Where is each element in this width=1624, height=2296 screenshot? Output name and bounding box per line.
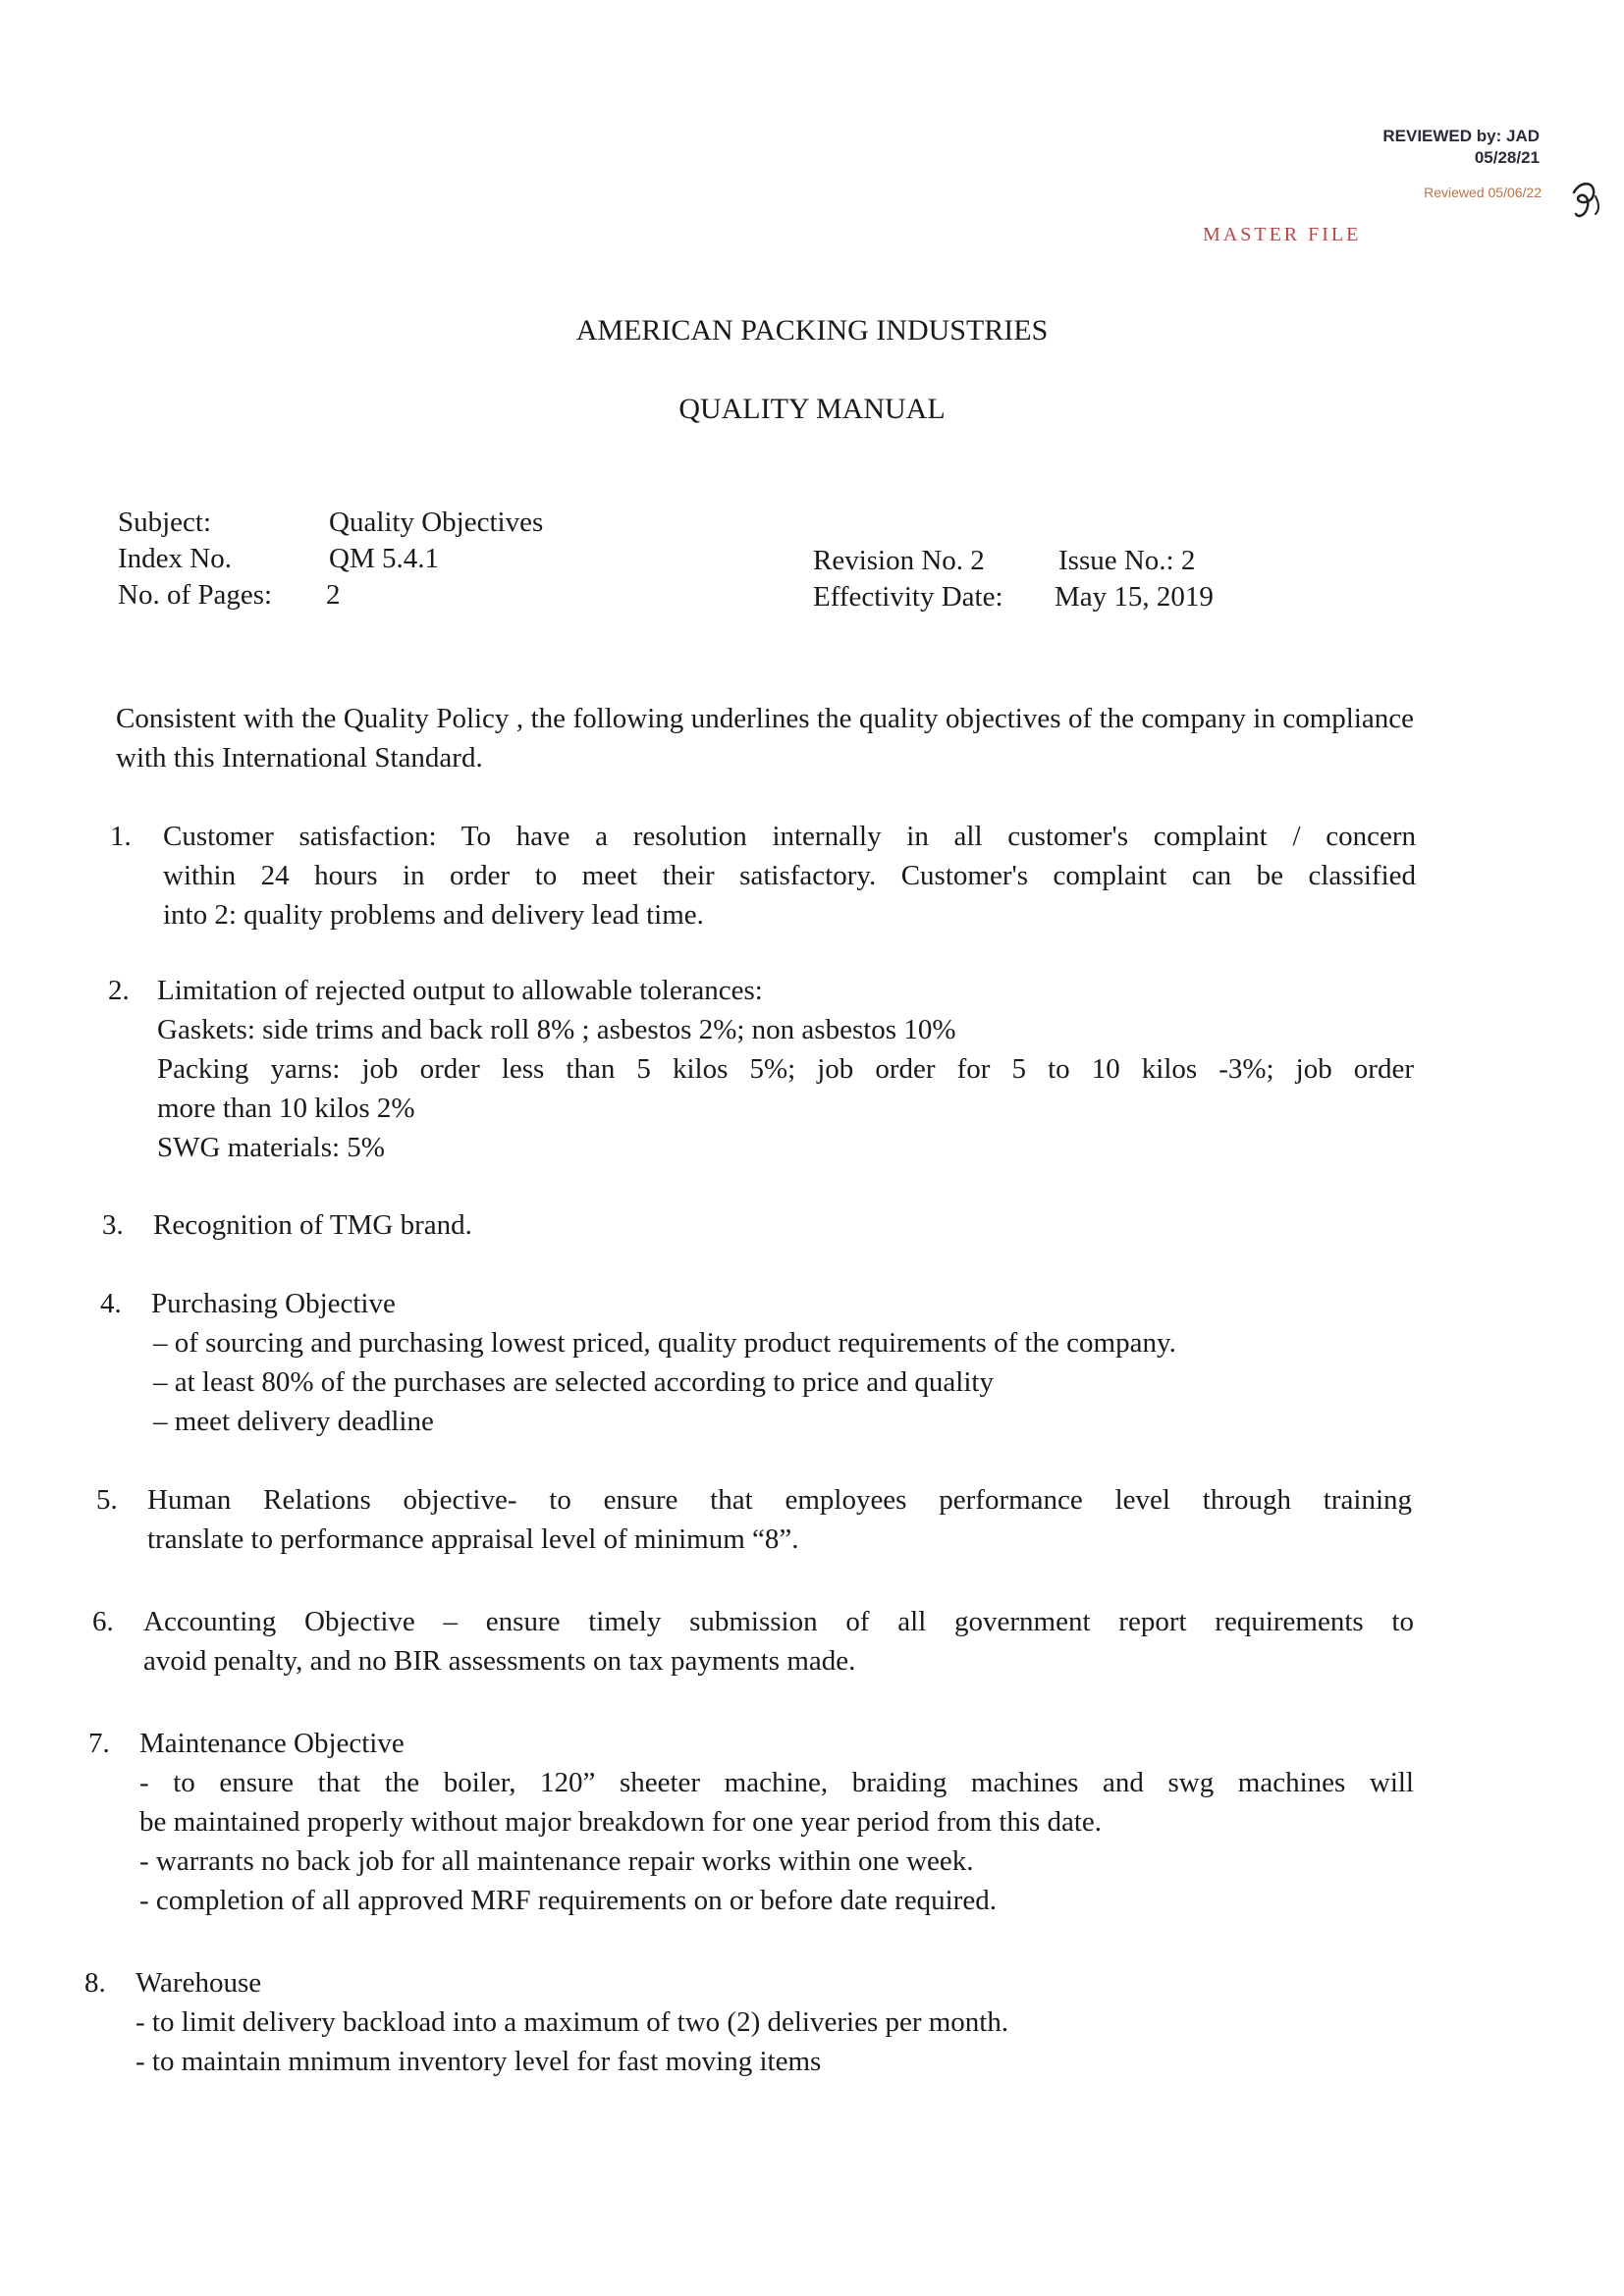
subject-value: Quality Objectives [329,507,544,538]
intro-paragraph: Consistent with the Quality Policy , the following underlines the quality objectives of the company in compliance with this International Standard. [116,703,1414,774]
item-line: – at least 80% of the purchases are selected according to price and quality [153,1366,994,1398]
document-meta-right [813,543,1214,615]
item-line: Recognition of TMG brand. [153,1209,472,1241]
item-content [163,817,1416,934]
reviewed-again-stamp: Reviewed 05/06/22 [1424,185,1542,200]
item-line: avoid penalty, and no BIR assessments on tax payments made. [143,1645,856,1677]
handwritten-initial-signature [1566,175,1605,224]
item-content [135,1963,1410,2081]
item-line: SWG materials: 5% [157,1132,385,1163]
pages-label: No. of Pages: [118,579,273,611]
item-number: 4. [100,1288,122,1319]
document-meta-left [118,505,543,614]
item-line: within 24 hours in order to meet their satisfactory. Customer's complaint can be classified [163,860,1416,891]
item-line: - to maintain mnimum inventory level for fast moving items [135,2046,822,2077]
item-content [147,1480,1412,1559]
item-line: Packing yarns: job order less than 5 kilos 5%; job order for 5 to 10 kilos -3%; job order [157,1053,1414,1085]
item-line: Limitation of rejected output to allowable tolerances: [157,975,763,1006]
item-number: 1. [110,821,132,852]
item-number: 3. [102,1209,124,1241]
master-file-stamp: MASTER FILE [1203,224,1362,245]
index-label: Index No. [118,543,232,574]
item-line: translate to performance appraisal level of minimum “8”. [147,1523,799,1555]
company-title: AMERICAN PACKING INDUSTRIES [575,314,1049,347]
item-line: - warrants no back job for all maintenance repair works within one week. [139,1845,974,1877]
item-line: be maintained properly without major breakdown for one year period from this date. [139,1806,1103,1838]
subject-label: Subject: [118,507,212,538]
item-number: 5. [96,1484,118,1516]
item-line: Accounting Objective – ensure timely submission of all government report requirements to [143,1606,1414,1637]
item-line: Purchasing Objective [151,1288,396,1319]
revision-row [813,543,1214,579]
item-content [143,1602,1414,1681]
item-line: into 2: quality problems and delivery lead time. [163,899,704,931]
item-number: 7. [88,1728,110,1759]
item-number: 2. [108,975,130,1006]
item-content [139,1724,1414,1920]
item-number: 8. [84,1967,106,1999]
item-line: - to ensure that the boiler, 120” sheeter machine, braiding machines and swg machines will [139,1767,1414,1798]
item-line: - to limit delivery backload into a maximum of two (2) deliveries per month. [135,2006,1009,2038]
revision-label: Revision No. 2 [813,545,985,576]
effectivity-row [813,579,1214,615]
item-content [153,1205,1408,1245]
reviewed-by-text: REVIEWED by: JAD [1382,127,1540,145]
manual-title: QUALITY MANUAL [678,393,946,425]
subject-row [118,505,543,541]
item-number: 6. [92,1606,114,1637]
pages-value: 2 [326,579,341,611]
item-line: Customer satisfaction: To have a resolution internally in all customer's complaint / concern [163,821,1416,852]
item-line: – of sourcing and purchasing lowest priced, quality product requirements of the company. [153,1327,1176,1359]
reviewed-date-text: 05/28/21 [1474,148,1540,167]
item-line: - completion of all approved MRF requirements on or before date required. [139,1885,997,1916]
reviewed-stamp [1363,126,1540,169]
effectivity-label: Effectivity Date: [813,581,1003,613]
effectivity-value: May 15, 2019 [1055,581,1214,613]
index-row [118,541,543,577]
item-line: Warehouse [135,1967,262,1999]
item-line: Maintenance Objective [139,1728,405,1759]
pages-row [118,577,543,614]
item-line: more than 10 kilos 2% [157,1093,415,1124]
item-content [151,1284,1406,1441]
index-value: QM 5.4.1 [329,543,439,574]
item-content [157,971,1414,1167]
item-line: – meet delivery deadline [153,1406,434,1437]
item-line: Gaskets: side trims and back roll 8% ; asbestos 2%; non asbestos 10% [157,1014,956,1045]
issue-label: Issue No.: 2 [1058,545,1196,576]
item-line: Human Relations objective- to ensure that employees performance level through training [147,1484,1412,1516]
